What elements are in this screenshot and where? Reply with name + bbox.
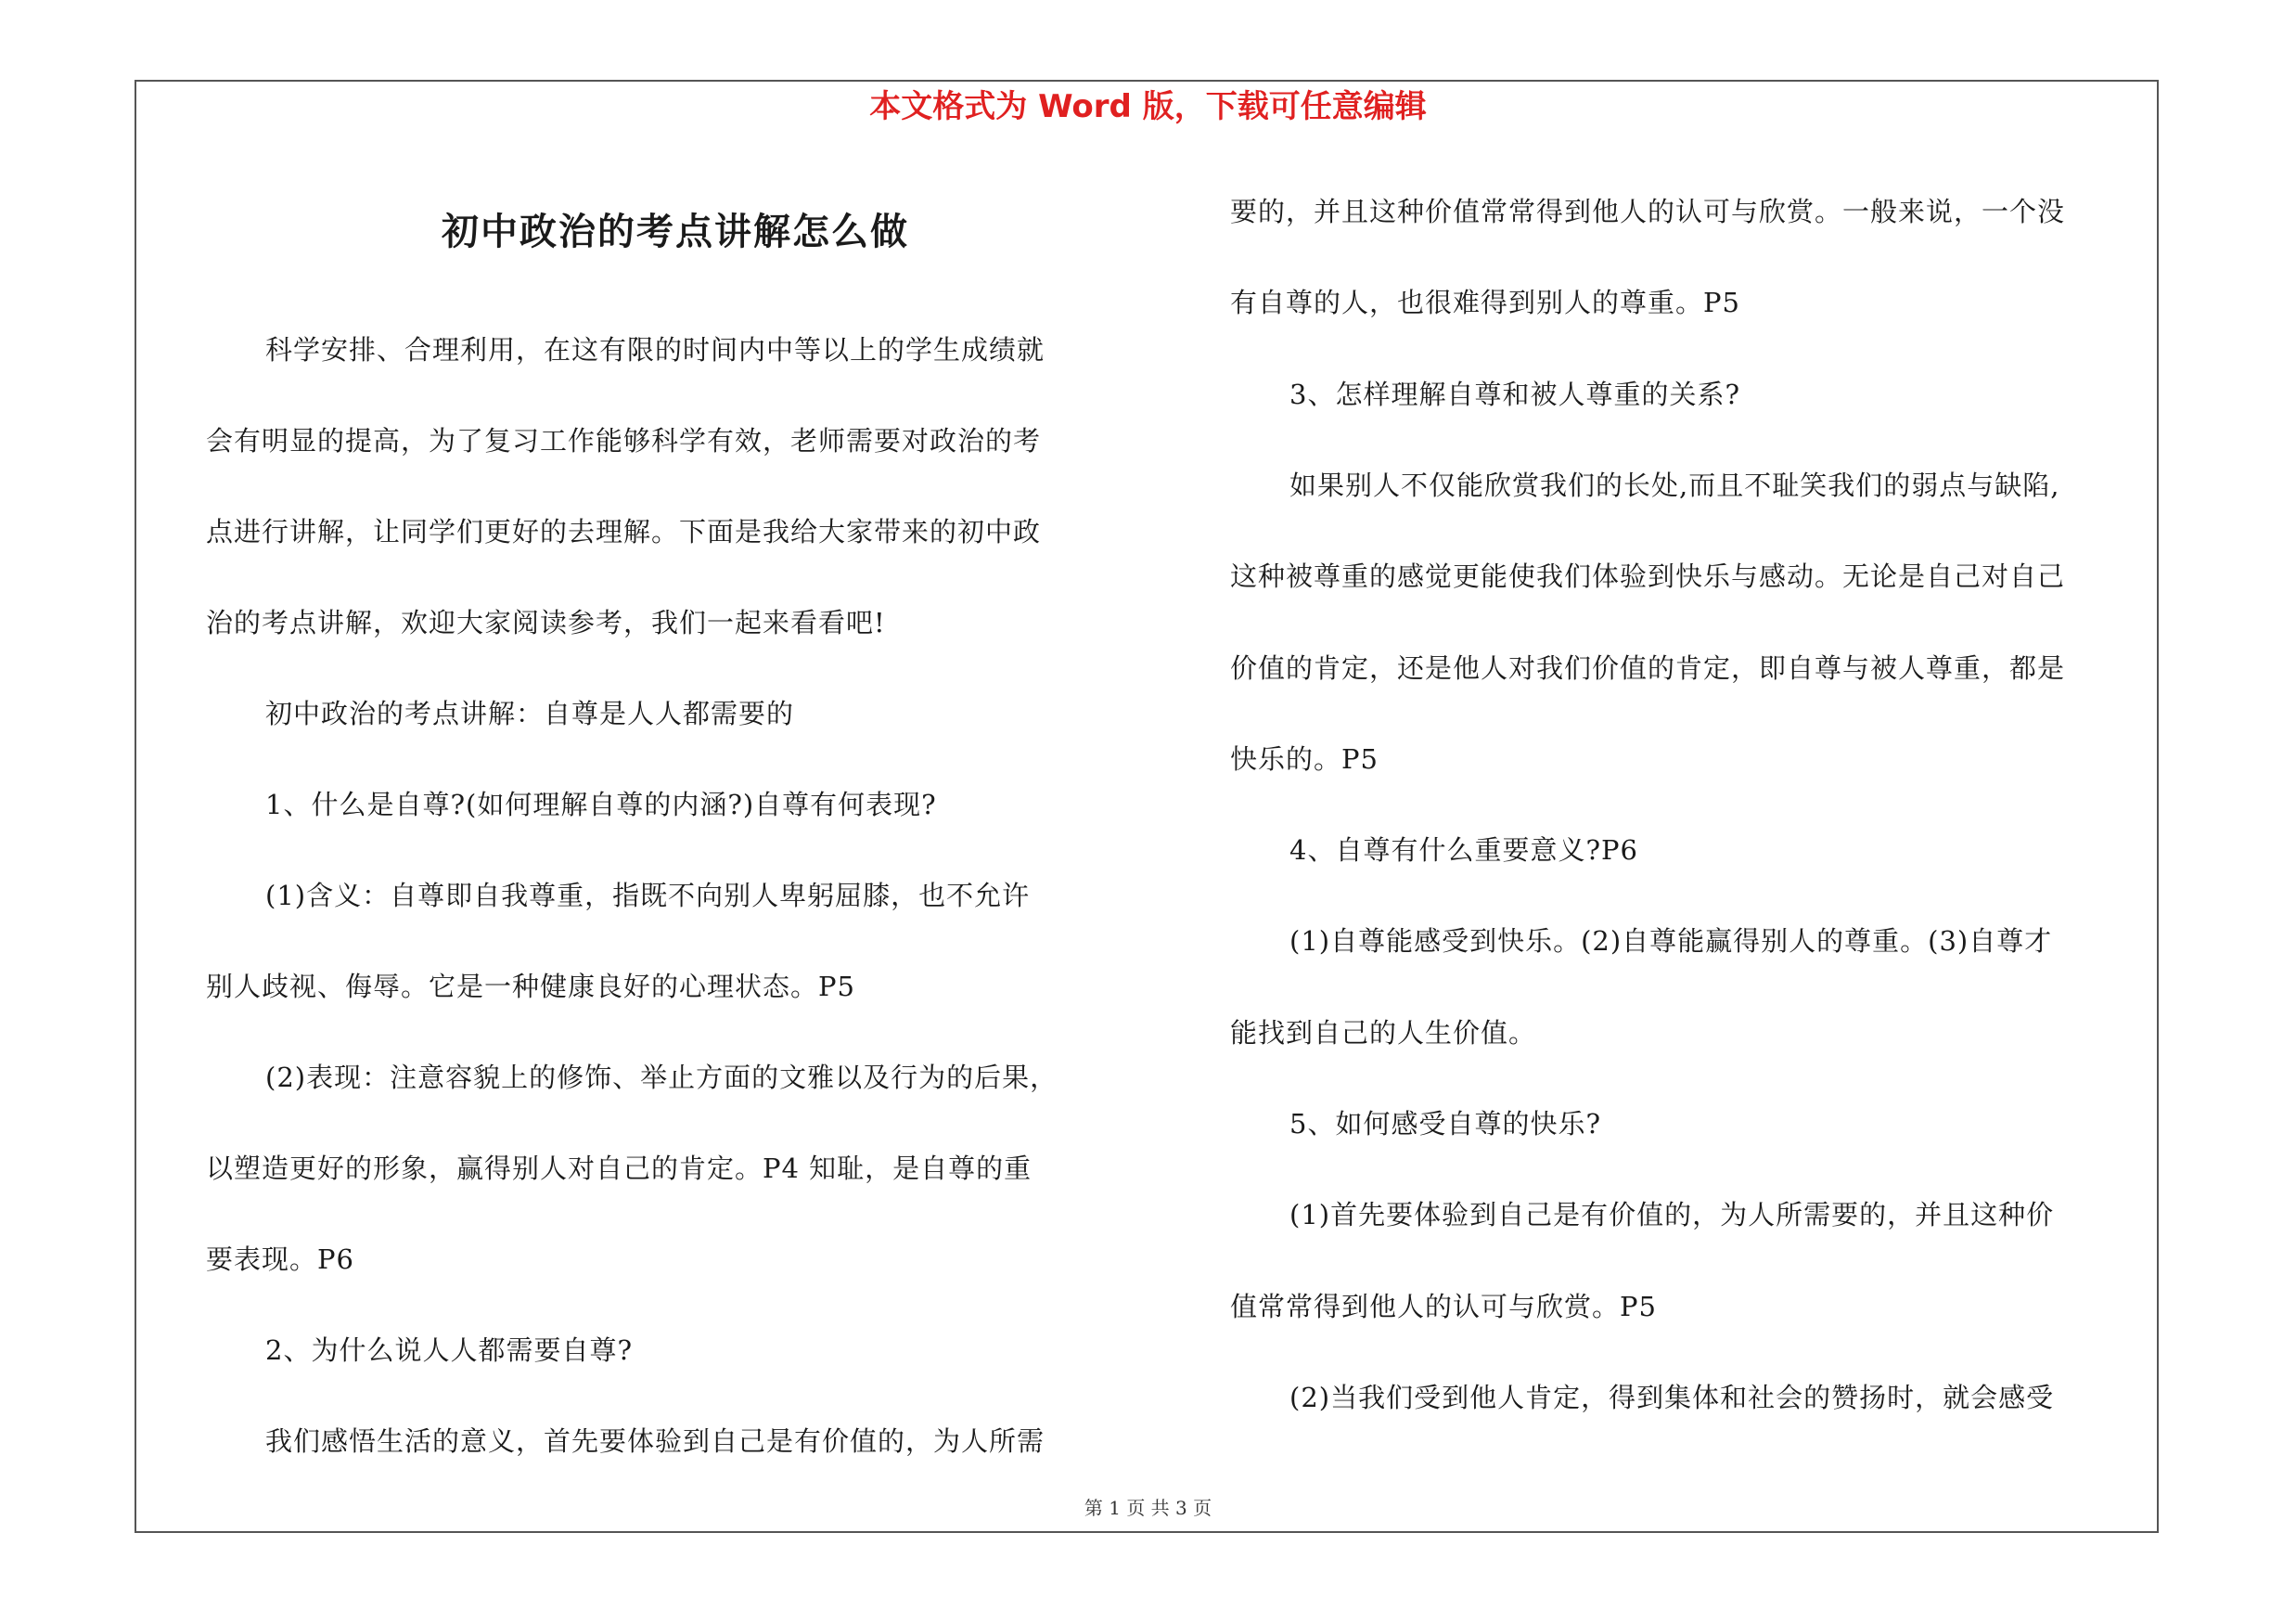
text-line: (1)自尊能感受到快乐。(2)自尊能赢得别人的尊重。(3)自尊才 [1289,925,2053,958]
text-line: 3、怎样理解自尊和被人尊重的关系? [1289,378,1740,410]
text-line: 以塑造更好的形象，赢得别人对自己的肯定。P4 知耻，是自尊的重 [206,1153,1033,1184]
text-line: 2、为什么说人人都需要自尊? [265,1334,633,1366]
text-line: 1、什么是自尊?(如何理解自尊的内涵?)自尊有何表现? [265,789,937,820]
text-line: 别人歧视、侮辱。它是一种健康良好的心理状态。P5 [206,971,855,1002]
text-line: 点进行讲解，让同学们更好的去理解。下面是我给大家带来的初中政 [206,516,1042,547]
text-line: 有自尊的人，也很难得到别人的尊重。P5 [1230,287,1740,319]
text-line: (2)当我们受到他人肯定，得到集体和社会的赞扬时，就会感受 [1289,1381,2055,1413]
text-line: 初中政治的考点讲解：自尊是人人都需要的 [265,698,795,729]
text-line: 能找到自己的人生价值。 [1230,1016,1537,1049]
text-line: 科学安排、合理利用，在这有限的时间内中等以上的学生成绩就 [265,334,1045,366]
text-line: 值常常得到他人的认可与欣赏。P5 [1230,1290,1657,1322]
text-line: 快乐的。P5 [1230,742,1379,775]
text-line: 如果别人不仅能欣赏我们的长处,而且不耻笑我们的弱点与缺陷, [1289,469,2060,501]
text-line: 要的，并且这种价值常常得到他人的认可与欣赏。一般来说，一个没 [1230,196,2066,227]
text-line: 治的考点讲解，欢迎大家阅读参考，我们一起来看看吧! [206,607,886,638]
text-line: 5、如何感受自尊的快乐? [1289,1108,1601,1140]
text-line: 4、自尊有什么重要意义?P6 [1289,834,1638,867]
document-title: 初中政治的考点讲解怎么做 [442,210,909,253]
text-line: (2)表现：注意容貌上的修饰、举止方面的文雅以及行为的后果， [265,1062,1058,1093]
text-line: (1)首先要体验到自己是有价值的，为人所需要的，并且这种价 [1289,1199,2055,1231]
text-line: 会有明显的提高，为了复习工作能够科学有效，老师需要对政治的考 [206,425,1042,457]
page-footer: 第 1 页 共 3 页 [1084,1497,1212,1519]
text-line: 这种被尊重的感觉更能使我们体验到快乐与感动。无论是自己对自己 [1230,560,2066,593]
text-line: 我们感悟生活的意义，首先要体验到自己是有价值的，为人所需 [265,1425,1045,1457]
text-line: (1)含义：自尊即自我尊重，指既不向别人卑躬屈膝，也不允许 [265,880,1031,911]
text-line: 要表现。P6 [206,1243,354,1275]
format-banner: 本文格式为 Word 版，下载可任意编辑 [869,88,1427,125]
text-line: 价值的肯定，还是他人对我们价值的肯定，即自尊与被人尊重，都是 [1230,651,2066,684]
